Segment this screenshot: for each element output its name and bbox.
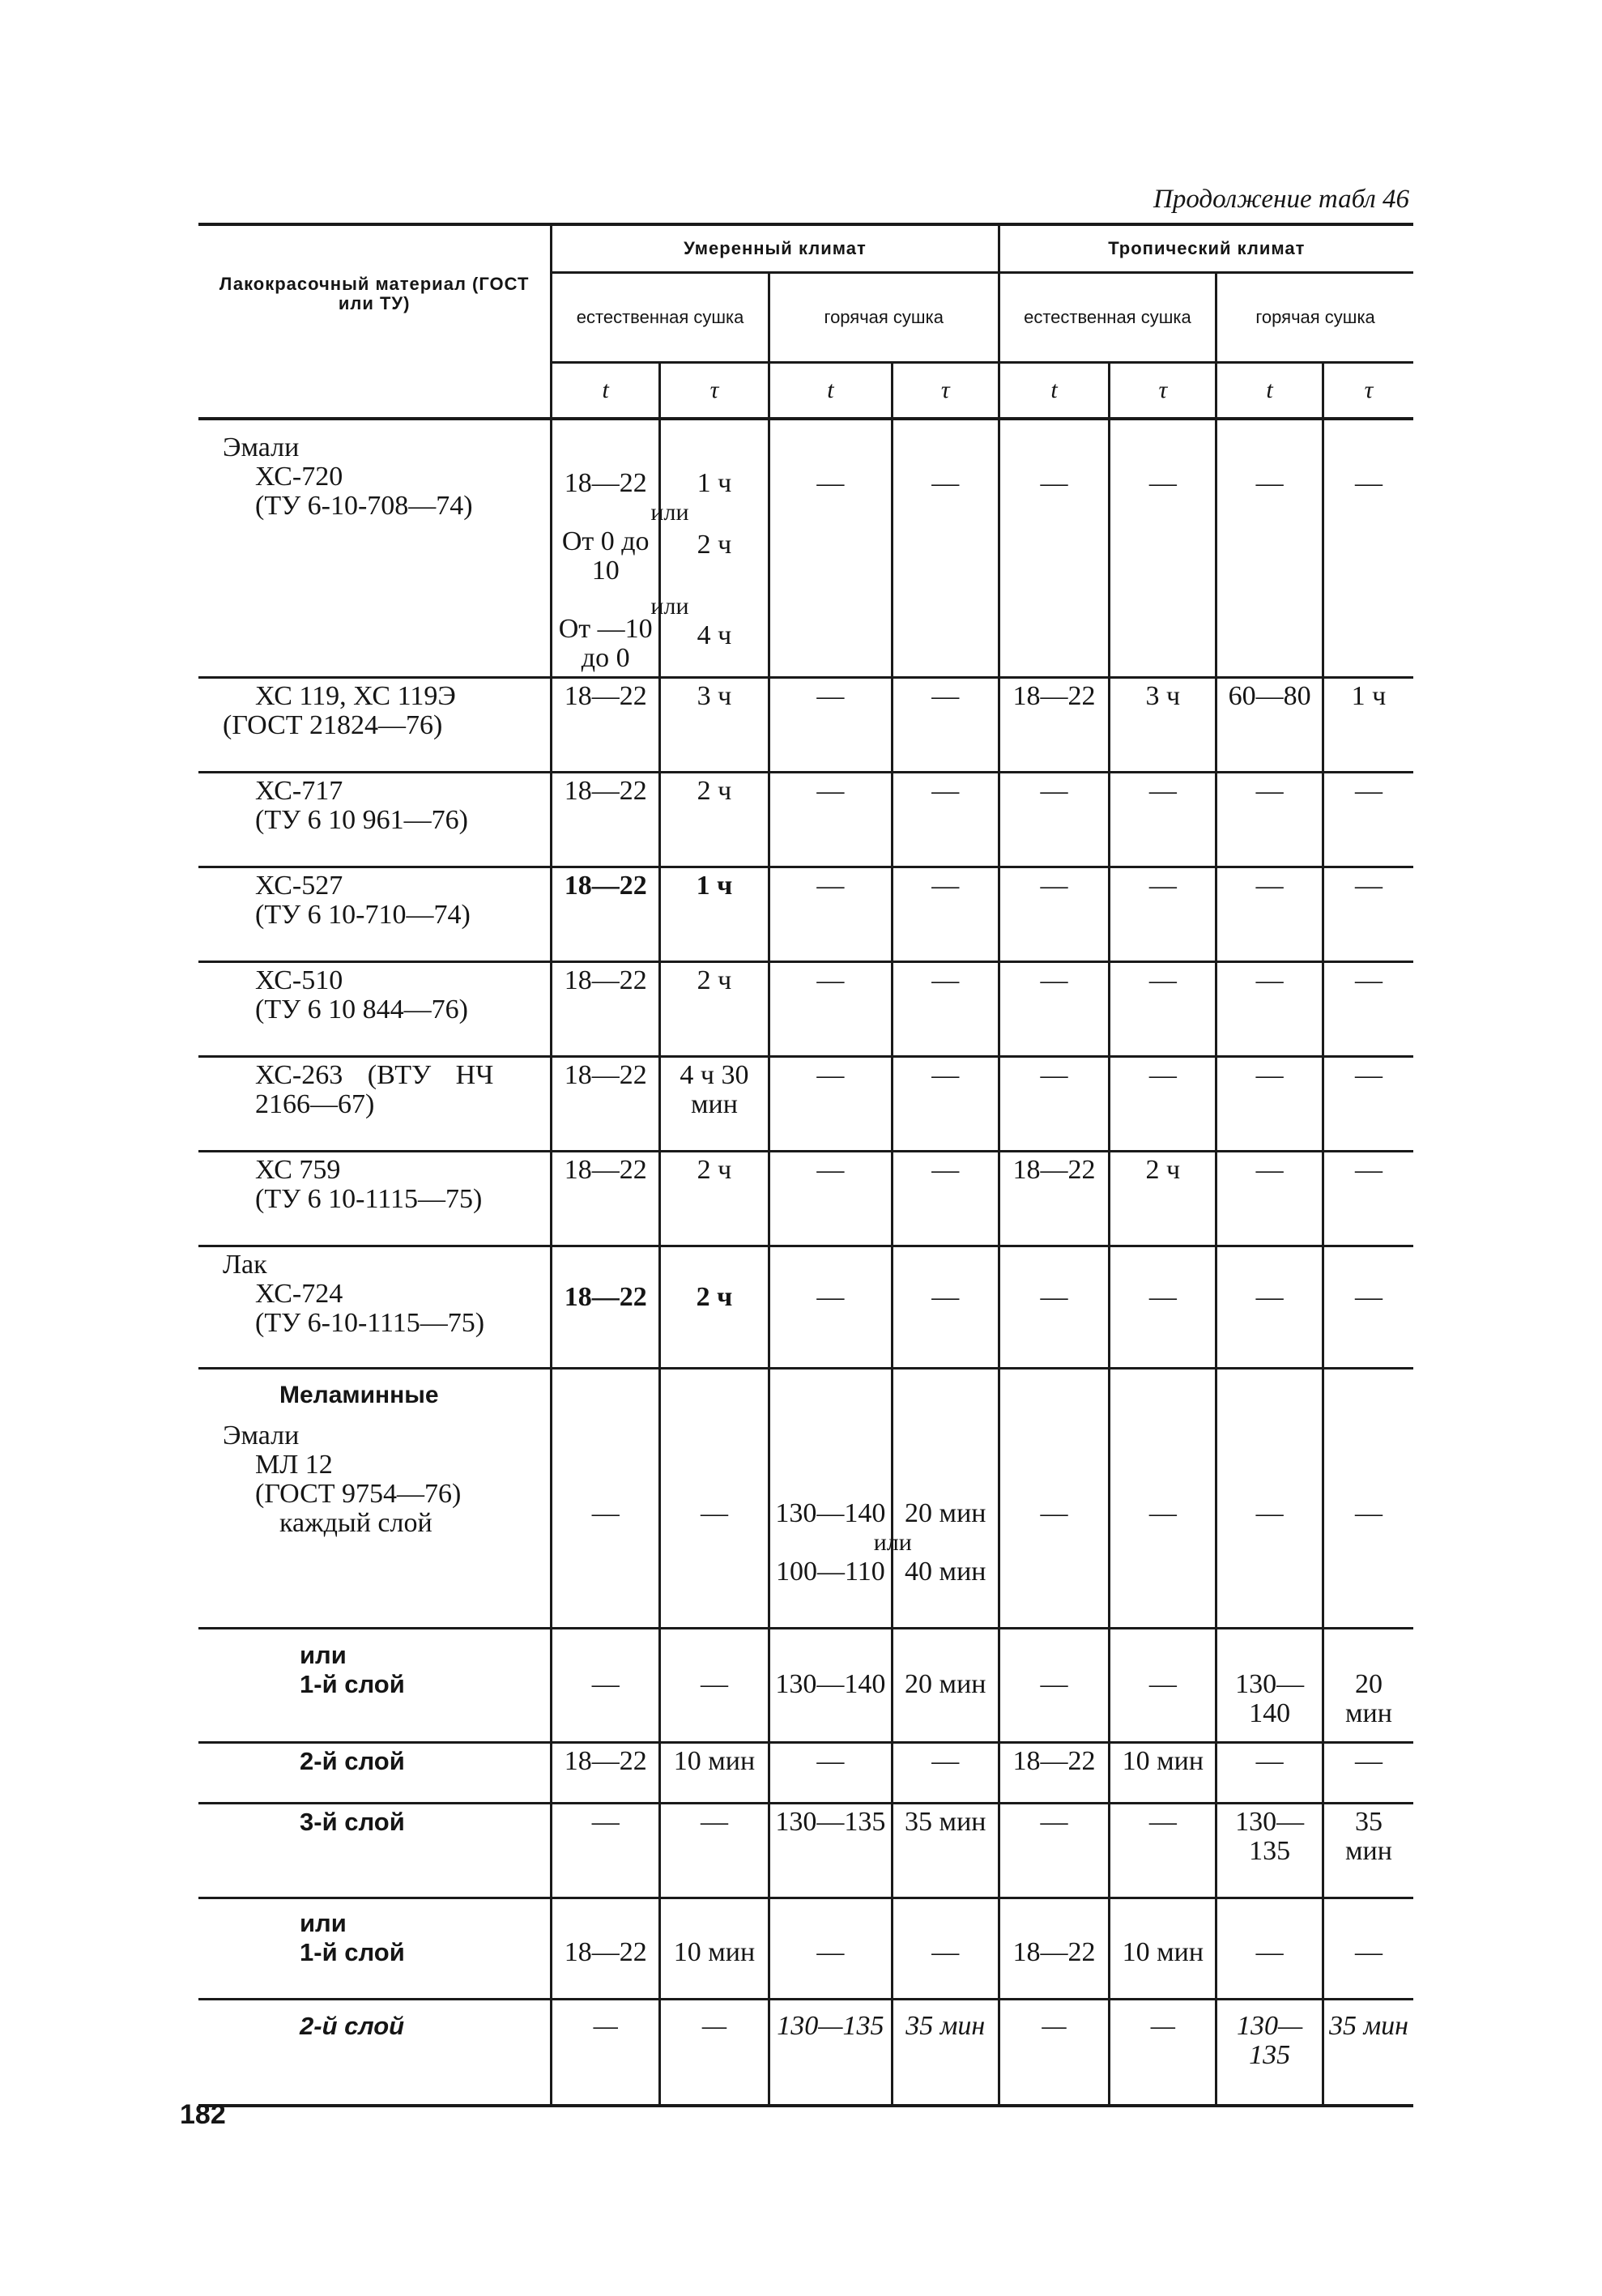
value-cell: 18—22 (999, 1152, 1110, 1246)
header-material: Лакокрасочный материал (ГОСТ или ТУ) (198, 224, 552, 363)
value-cell: — (999, 867, 1110, 962)
table-continuation-caption: Продолжение табл 46 (1153, 185, 1409, 214)
value-cell: — (552, 2000, 660, 2106)
drying-modes-table (198, 223, 1413, 2107)
value-cell: — (769, 867, 892, 962)
value-cell: — (660, 1804, 769, 1898)
value-cell: 18—22 (999, 678, 1110, 773)
value-cell: — (892, 419, 999, 678)
value-cell: 18—22 (552, 1743, 660, 1804)
material-cell: или 1-й слой (198, 1629, 552, 1743)
value-cell: 35 мин (892, 1804, 999, 1898)
value-cell: — (1216, 1369, 1323, 1629)
header-natural-drying-moderate: естественная сушка (552, 273, 769, 363)
value-cell: — (1354, 871, 1383, 901)
value-cell: 35 мин (1328, 2011, 1409, 2041)
value-cell: 130— 135 (1216, 2000, 1323, 2106)
value-cell: 18—22 (552, 1898, 660, 2000)
value-cell: — (1354, 776, 1383, 806)
material-cell: ХС-263 (ВТУ НЧ 2166—67) (198, 1057, 552, 1152)
value-cell: — (892, 962, 999, 1057)
value-cell: — (1354, 1498, 1383, 1528)
value-cell: 20 мин (1345, 1669, 1392, 1728)
table-row (198, 1898, 1413, 2000)
table-row (198, 1743, 1413, 1804)
value-cell: 18—22 (552, 773, 660, 867)
value-cell: 130—140 (769, 1629, 892, 1743)
material-cell: ХС-717 (ТУ 6 10 961—76) (198, 773, 552, 867)
value-cell: 18—22 (999, 1898, 1110, 2000)
value-cell: 2 ч (660, 1246, 769, 1369)
table-row (198, 773, 1413, 867)
table-row (198, 419, 1413, 678)
value-cell: — (999, 773, 1110, 867)
value-cell: 130—135 (769, 2000, 892, 2106)
value-cell: — (1354, 1155, 1383, 1185)
header-t: t (1216, 363, 1323, 420)
header-tau: τ (1110, 363, 1216, 420)
header-tau: τ (1364, 377, 1374, 403)
value-cell: — (1110, 1246, 1216, 1369)
value-cell: — (1354, 965, 1383, 995)
value-cell: — (1216, 1246, 1323, 1369)
material-cell: 2-й слой (198, 2000, 552, 2106)
material-cell: 3-й слой (198, 1804, 552, 1898)
value-cell: 18—22 (552, 678, 660, 773)
value-cell: — (552, 1629, 660, 1743)
table-row (198, 1152, 1413, 1246)
value-cell: 18—22 (552, 867, 660, 962)
table-row (198, 1629, 1413, 1743)
value-cell: 35 мин (892, 2000, 999, 2106)
value-cell: 18—22 (552, 1152, 660, 1246)
table-row (198, 2000, 1413, 2106)
value-cell: — (769, 419, 892, 678)
value-cell: 1 ч или 2 ч или 4 ч (660, 419, 769, 678)
value-cell: — (660, 1369, 769, 1629)
value-cell: 18—22 (552, 1057, 660, 1152)
value-cell: — (769, 1246, 892, 1369)
material-cell (198, 419, 552, 678)
value-cell: 60—80 (1216, 678, 1323, 773)
page-number: 182 (180, 2099, 226, 2130)
value-cell: — (1216, 1152, 1323, 1246)
value-cell: 35 мин (1345, 1807, 1392, 1866)
value-cell: — (1354, 468, 1383, 498)
value-cell: — (999, 1369, 1110, 1629)
value-cell: — (892, 678, 999, 773)
value-cell: — (892, 1152, 999, 1246)
header-natural-drying-tropical: естественная сушка (999, 273, 1216, 363)
value-cell: 130— 140 (1216, 1629, 1323, 1743)
value-cell: — (1110, 962, 1216, 1057)
value-cell: — (1216, 962, 1323, 1057)
value-cell: — (1216, 419, 1323, 678)
value-cell: — (1354, 1060, 1383, 1090)
value-cell: — (1110, 773, 1216, 867)
value-cell: — (999, 962, 1110, 1057)
value-cell: — (1110, 2000, 1216, 2106)
material-cell: или 1-й слой (198, 1898, 552, 2000)
value-cell: — (999, 1804, 1110, 1898)
value-cell: 10 мин (1110, 1743, 1216, 1804)
value-cell: — (892, 1898, 999, 2000)
value-cell: — (1216, 773, 1323, 867)
value-cell: — (1110, 1057, 1216, 1152)
value-cell: 2 ч (660, 962, 769, 1057)
material-spec: (ТУ 6-10-708—74) (255, 491, 473, 521)
value-cell: — (892, 867, 999, 962)
header-moderate-climate: Умеренный климат (552, 224, 999, 273)
value-cell: — (769, 773, 892, 867)
table-row (198, 1804, 1413, 1898)
value-cell: 4 ч 30 мин (660, 1057, 769, 1152)
value-cell: — (1110, 419, 1216, 678)
value-cell: — (999, 419, 1110, 678)
value-cell: — (1354, 1282, 1383, 1312)
value-cell: — (552, 1369, 660, 1629)
material-cell: 2-й слой (198, 1743, 552, 1804)
table-row (198, 1057, 1413, 1152)
value-cell: — (769, 962, 892, 1057)
value-cell: — (1110, 1369, 1216, 1629)
value-cell: 2 ч (1110, 1152, 1216, 1246)
value-cell: — (1216, 1898, 1323, 2000)
material-cell: ХС-510 (ТУ 6 10 844—76) (198, 962, 552, 1057)
material-cell: ХС-527 (ТУ 6 10-710—74) (198, 867, 552, 962)
material-cell: ХС 119, ХС 119Э (ГОСТ 21824—76) (198, 678, 552, 773)
value-cell: — (1110, 1804, 1216, 1898)
spec-table (198, 223, 1413, 2107)
material-cell: Лак ХС-724 (ТУ 6-10-1115—75) (198, 1246, 552, 1369)
table-row (198, 962, 1413, 1057)
value-cell: — (660, 1629, 769, 1743)
header-tau: τ (660, 363, 769, 420)
value-cell: 18—22 (552, 1246, 660, 1369)
value-cell: — (552, 1804, 660, 1898)
value-cell: — (1110, 867, 1216, 962)
value-cell: — (892, 1057, 999, 1152)
value-cell: 3 ч (1110, 678, 1216, 773)
value-cell: — (1216, 1743, 1323, 1804)
value-cell: — (999, 2000, 1110, 2106)
value-cell: 10 мин (1110, 1898, 1216, 2000)
value-cell: — (1216, 1057, 1323, 1152)
value-cell: 20 мин или 40 мин (892, 1369, 999, 1629)
header-row-symbols (198, 363, 1413, 420)
header-blank (198, 363, 552, 420)
header-t: t (552, 363, 660, 420)
value-cell: — (892, 1743, 999, 1804)
value-cell: 2 ч (660, 1152, 769, 1246)
value-cell: — (1354, 1937, 1383, 1967)
value-cell: — (769, 1057, 892, 1152)
value-cell: — (769, 1743, 892, 1804)
value-cell: — (769, 678, 892, 773)
header-tropical-climate: Тропический климат (999, 224, 1413, 273)
group-label: Эмали (223, 432, 300, 462)
value-cell: — (769, 1898, 892, 2000)
value-cell: 20 мин (892, 1629, 999, 1743)
value-cell: 18—22 (552, 962, 660, 1057)
value-cell: 130— 135 (1216, 1804, 1323, 1898)
value-cell: 1 ч (1351, 681, 1387, 711)
header-t: t (769, 363, 892, 420)
value-cell: 130—140 100—110 (769, 1369, 892, 1629)
value-cell: 3 ч (660, 678, 769, 773)
value-cell: 10 мин (660, 1898, 769, 2000)
table-row (198, 678, 1413, 773)
header-row-climate (198, 224, 1413, 273)
header-hot-drying-moderate: горячая сушка (769, 273, 999, 363)
header-tau: τ (892, 363, 999, 420)
table-row (198, 867, 1413, 962)
value-cell: — (1354, 1746, 1383, 1776)
value-cell: 130—135 (769, 1804, 892, 1898)
material-name: ХС-720 (255, 462, 343, 492)
value-cell: — (769, 1152, 892, 1246)
value-cell: — (660, 2000, 769, 2106)
value-cell: — (1110, 1629, 1216, 1743)
value-cell: 10 мин (660, 1743, 769, 1804)
material-cell: ХС 759 (ТУ 6 10-1115—75) (198, 1152, 552, 1246)
value-cell: 1 ч (660, 867, 769, 962)
value-cell: — (999, 1246, 1110, 1369)
value-cell: 18—22 (999, 1743, 1110, 1804)
header-t: t (999, 363, 1110, 420)
value-cell: — (1216, 867, 1323, 962)
value-cell: 2 ч (660, 773, 769, 867)
material-cell: Меламинные Эмали МЛ 12 (ГОСТ 9754—76) каждый слой (198, 1369, 552, 1629)
value-cell: — (892, 773, 999, 867)
value-cell: — (999, 1629, 1110, 1743)
value-cell: 18—22 От 0 до 10 От —10 до 0 (552, 419, 660, 678)
header-hot-drying-tropical: горячая сушка (1216, 273, 1413, 363)
table-row (198, 1246, 1413, 1369)
table-row (198, 1369, 1413, 1629)
value-cell: — (892, 1246, 999, 1369)
value-cell: — (999, 1057, 1110, 1152)
